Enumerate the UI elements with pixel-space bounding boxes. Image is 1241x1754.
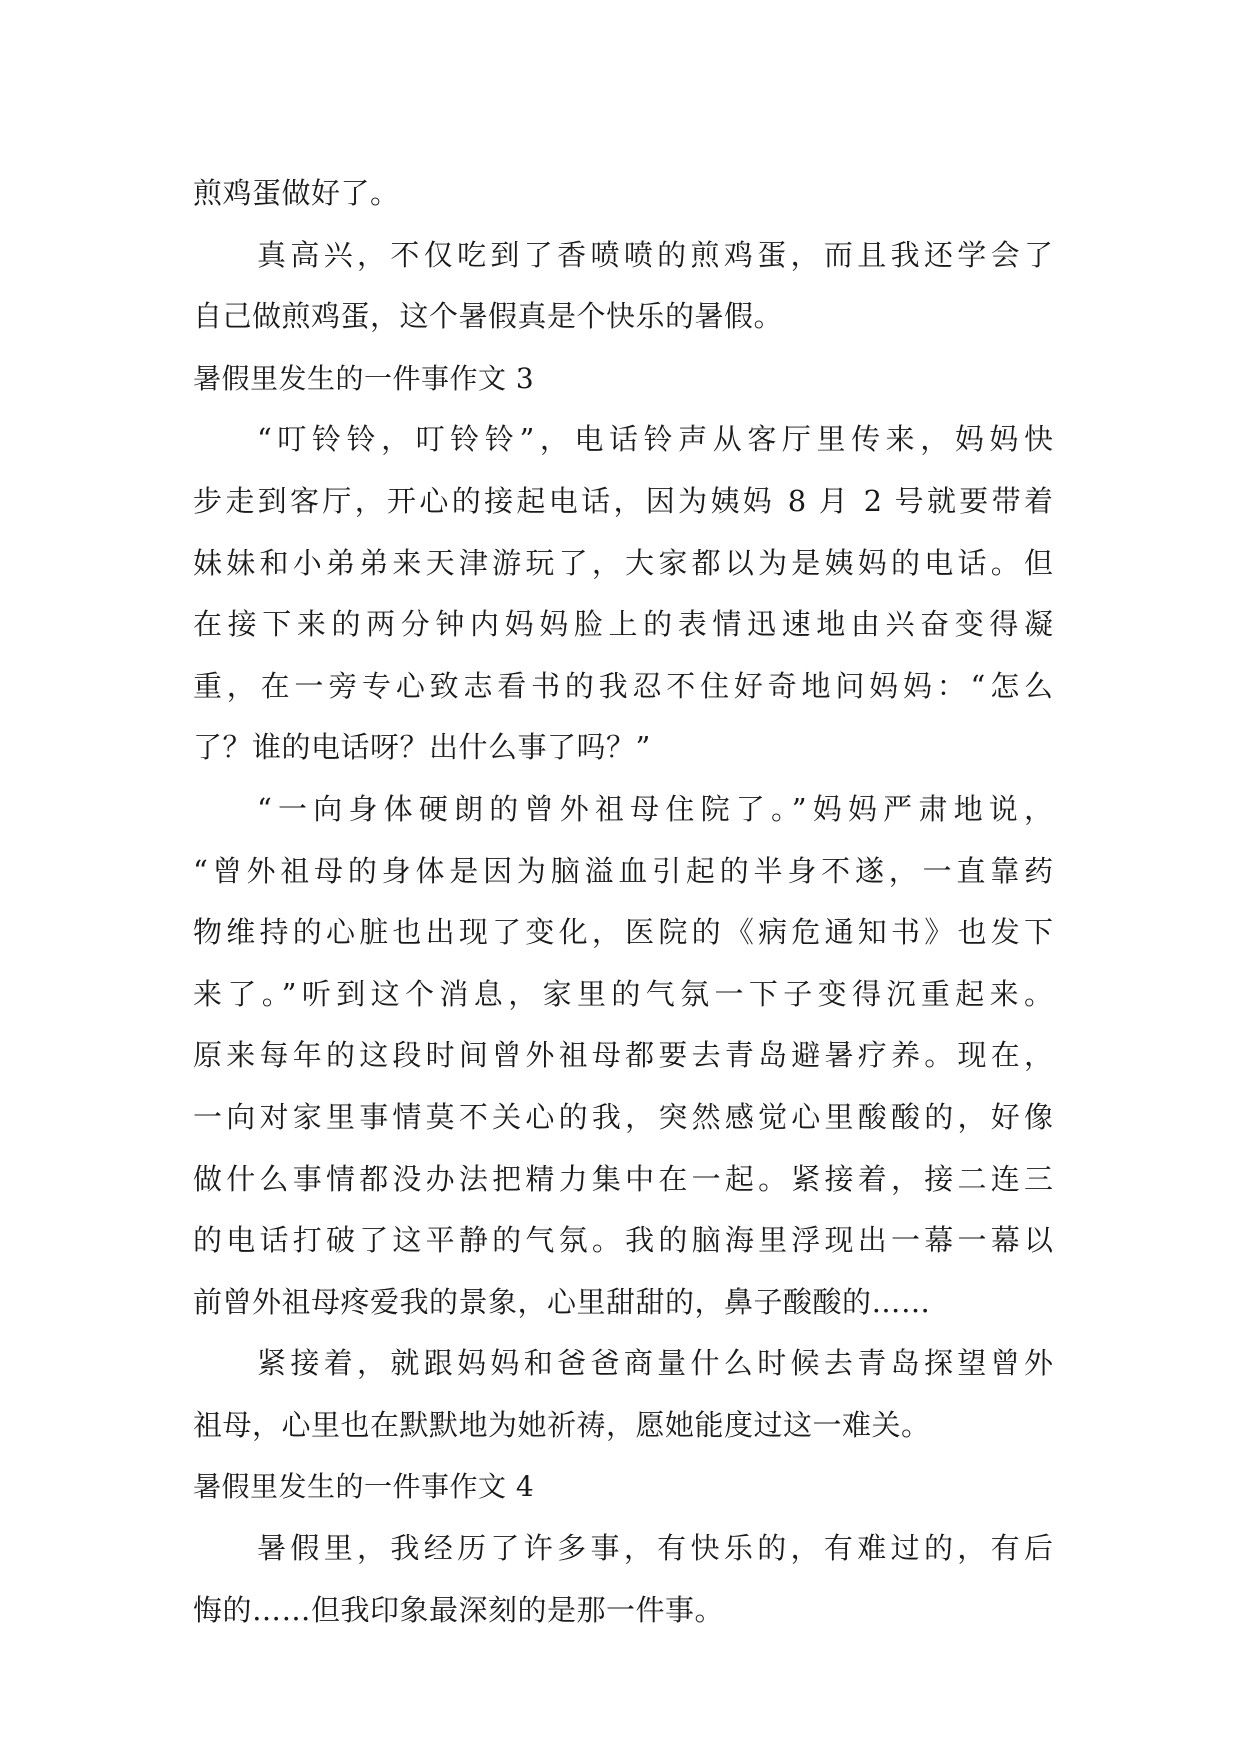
document-body [193,163,1053,1641]
text-line: 在接下来的两分钟内妈妈脸上的表情迅速地由兴奋变得凝 [193,607,1053,642]
text-line: 煎鸡蛋做好了。 [193,176,400,210]
text-line: 重，在一旁专心致志看书的我忍不住好奇地问妈妈：“怎么 [193,668,1053,703]
text-line: 真高兴，不仅吃到了香喷喷的煎鸡蛋，而且我还学会了 [257,237,1053,272]
text-line: 前曾外祖母疼爱我的景象，心里甜甜的，鼻子酸酸的…… [193,1284,931,1319]
text-line: 暑假里，我经历了许多事，有快乐的，有难过的，有后 [257,1531,1053,1566]
section-heading: 暑假里发生的一件事作文 3 [193,361,535,395]
text-line: 做什么事情都没办法把精力集中在一起。紧接着，接二连三 [193,1161,1053,1196]
text-line: 物维持的心脏也出现了变化，医院的《病危通知书》也发下 [193,915,1053,950]
text-line: 原来每年的这段时间曾外祖母都要去青岛避暑疗养。现在， [193,1038,1053,1073]
section-heading: 暑假里发生的一件事作文 4 [193,1470,535,1504]
text-line: 来了。”听到这个消息，家里的气氛一下子变得沉重起来。 [193,976,1053,1011]
text-line: 的电话打破了这平静的气氛。我的脑海里浮现出一幕一幕以 [193,1223,1053,1258]
text-line: 步走到客厅，开心的接起电话，因为姨妈 8 月 2 号就要带着 [193,483,1053,518]
text-line: 紧接着，就跟妈妈和爸爸商量什么时候去青岛探望曾外 [257,1346,1053,1381]
text-line: “一向身体硬朗的曾外祖母住院了。”妈妈严肃地说， [257,791,1053,826]
text-line: “曾外祖母的身体是因为脑溢血引起的半身不遂，一直靠药 [193,853,1053,888]
text-line: 悔的……但我印象最深刻的是那一件事。 [193,1592,725,1627]
text-line: 自己做煎鸡蛋，这个暑假真是个快乐的暑假。 [193,299,784,334]
text-line: 了？谁的电话呀？出什么事了吗？” [193,730,651,765]
text-line: “叮铃铃，叮铃铃”，电话铃声从客厅里传来，妈妈快 [257,422,1053,457]
text-line: 祖母，心里也在默默地为她祈祷，愿她能度过这一难关。 [193,1407,931,1442]
text-line: 妹妹和小弟弟来天津游玩了，大家都以为是姨妈的电话。但 [193,545,1053,580]
text-line: 一向对家里事情莫不关心的我，突然感觉心里酸酸的，好像 [193,1099,1053,1134]
